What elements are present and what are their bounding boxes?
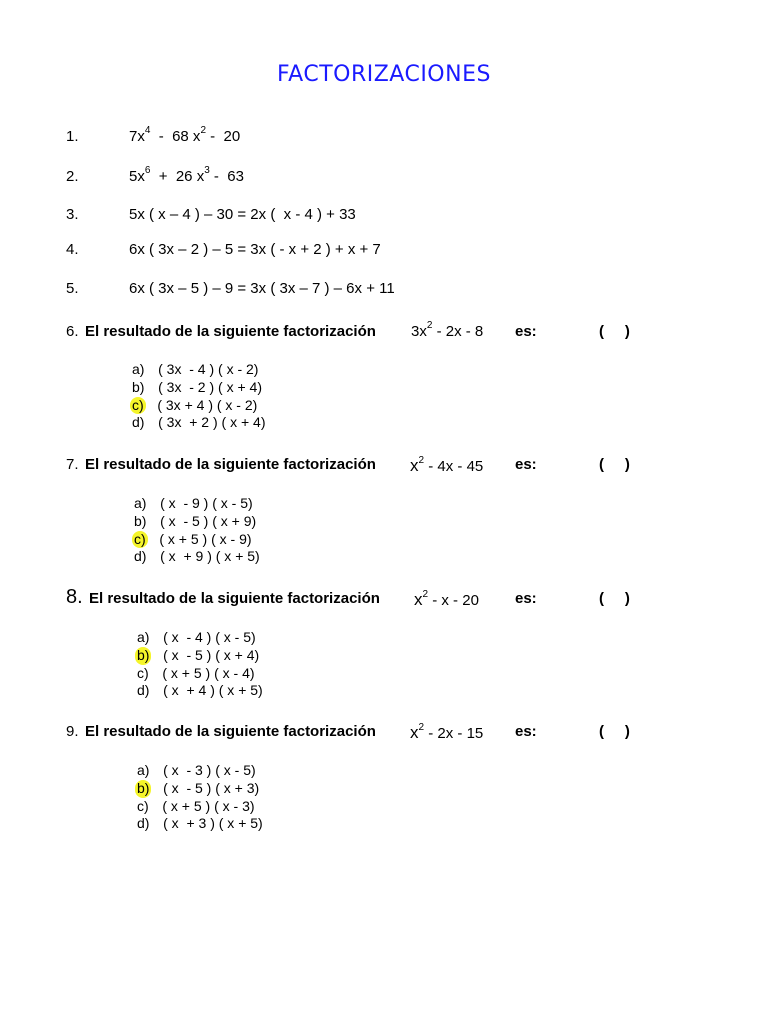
option-a: a) ( x - 3 ) ( x - 5) [137, 762, 256, 778]
question-number: 8. [66, 586, 83, 608]
answer-blank: ( ) [599, 456, 630, 473]
question-es-label: es: [515, 323, 537, 340]
option-d: d) ( x + 3 ) ( x + 5) [137, 815, 263, 832]
question-expression: $3x^2 - 2x - 8$ [411, 320, 484, 340]
option-a: a) ( x - 4 ) ( x - 5) [137, 629, 256, 645]
option-d: d) ( 3x + 2 ) ( x + 4) [132, 414, 266, 431]
question-es-label: es: [515, 456, 537, 473]
option-b: b) ( x - 5 ) ( x + 4) [137, 646, 260, 663]
question-expression: $x^2$ - x - 20 [414, 589, 479, 609]
highlighted-answer: b) [137, 779, 150, 796]
answer-blank: ( ) [599, 723, 630, 740]
question-es-label: es: [515, 723, 537, 740]
problem-expression: 6x ( 3x – 5 ) – 9 = 3x ( 3x – 7 ) – 6x + 11 [129, 280, 395, 297]
highlighted-answer: c) [134, 530, 146, 547]
option-b: b) ( 3x - 2 ) ( x + 4) [132, 378, 262, 395]
question-text: El resultado de la siguiente factorización [85, 723, 376, 740]
problem-expression: $7x^4 - 68$ $x^2 - 20$ [129, 125, 241, 145]
question-number: 7. [66, 456, 79, 473]
highlighted-answer: c) [132, 396, 144, 413]
question-text: El resultado de la siguiente factorización [85, 323, 376, 340]
option-c: c) ( x + 5 ) ( x - 3) [137, 797, 255, 814]
question-text: El resultado de la siguiente factorización [85, 456, 376, 473]
option-d: d) ( x + 9 ) ( x + 5) [134, 548, 260, 565]
problem-number: 1. [66, 128, 79, 145]
question-es-label: es: [515, 590, 537, 607]
question-expression: $x^2 - 4x - 45$ [410, 455, 484, 475]
problem-expression: $5x^6 + 26$ $x^3 - 63$ [129, 165, 244, 185]
option-c: c) ( 3x + 4 ) ( x - 2) [132, 396, 258, 413]
problem-number: 3. [66, 206, 79, 223]
option-b: b) ( x - 5 ) ( x + 3) [137, 779, 260, 796]
problem-number: 2. [66, 168, 79, 185]
highlighted-answer: b) [137, 646, 150, 663]
answer-blank: ( ) [599, 323, 630, 340]
answer-blank: ( ) [599, 590, 630, 607]
options-6 [132, 361, 266, 432]
problem-number: 4. [66, 241, 79, 258]
page-title: FACTORIZACIONES [277, 62, 491, 87]
problem-expression: 6x ( 3x – 2 ) – 5 = 3x ( - x + 2 ) + x + 7 [129, 241, 381, 258]
option-b: b) ( x - 5 ) ( x + 9) [134, 512, 257, 529]
options-7 [134, 495, 260, 566]
question-number: 9. [66, 723, 79, 740]
question-expression: $x^2 - 2x - 15$ [410, 722, 484, 742]
problem-number: 5. [66, 280, 79, 297]
option-a: a) ( x - 9 ) ( x - 5) [134, 495, 253, 511]
problem-expression: 5x ( x – 4 ) – 30 = 2x ( x - 4 ) + 33 [129, 206, 356, 223]
question-text: El resultado de la siguiente factorización [89, 590, 380, 607]
option-a: a) ( 3x - 4 ) ( x - 2) [132, 361, 259, 377]
options-8 [137, 629, 263, 700]
option-c: c) ( x + 5 ) ( x - 4) [137, 664, 255, 681]
option-c: c) ( x + 5 ) ( x - 9) [134, 530, 252, 547]
option-d: d) ( x + 4 ) ( x + 5) [137, 682, 263, 699]
question-number: 6. [66, 323, 79, 340]
options-9 [137, 762, 263, 833]
